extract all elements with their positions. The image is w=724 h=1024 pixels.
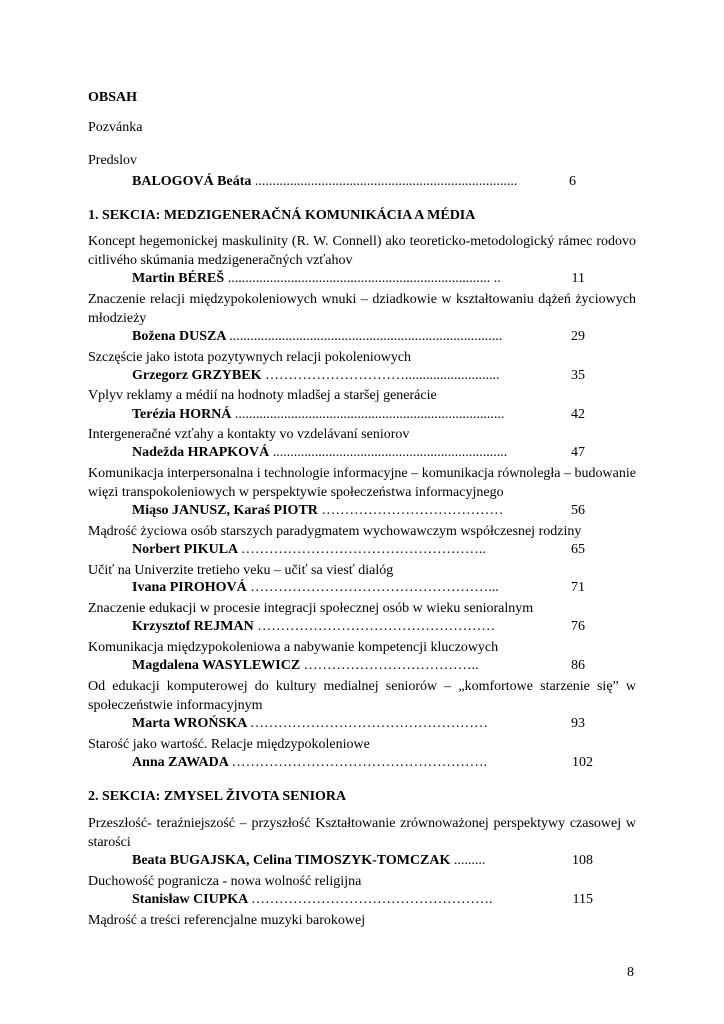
toc-page-number: 93	[571, 716, 585, 731]
toc-entry-title: Komunikacja międzypokoleniowa a nabywanie kompetencji kluczowych	[88, 640, 499, 655]
toc-author	[132, 716, 488, 732]
author-name: Miąso JANUSZ, Karaś PIOTR	[132, 503, 318, 518]
dot-leader: ………………………………..	[303, 658, 479, 673]
toc-page-number: 56	[571, 503, 585, 518]
toc-page-number: 102	[572, 755, 593, 770]
toc-entry-title: Znaczenie edukacji w procesie integracji społecznej osób w wieku senioralnym	[88, 601, 534, 616]
section-heading-2: 2. SEKCIA: ZMYSEL ŽIVOTA SENIORA	[88, 789, 347, 804]
toc-entry-title: Mądrość życiowa osób starszych paradygmatem wychowawczym współczesnej rodziny	[88, 524, 582, 539]
toc-entry-title: Mądrość a treści referencjalne muzyki barokowej	[88, 913, 366, 928]
author-name: Magdalena WASYLEWICZ	[132, 658, 301, 673]
dot-leader: .............................................................................	[234, 407, 505, 422]
author-name: Ivana PIROHOVÁ	[132, 580, 247, 595]
toc-author	[132, 853, 485, 869]
dot-leader: .........	[453, 853, 486, 868]
dot-leader: …………………………………	[321, 503, 504, 518]
dot-leader: ……………………………………………...	[250, 580, 499, 595]
dot-leader: ...................................................................	[272, 445, 508, 460]
author-name: Norbert PIKULA	[132, 542, 238, 557]
toc-page-number: 42	[571, 407, 585, 422]
toc-author	[132, 580, 499, 596]
author-name: Beata BUGAJSKA, Celina TIMOSZYK-TOMCZAK	[132, 853, 451, 868]
author-name: Nadežda HRAPKOVÁ	[132, 445, 270, 460]
dot-leader: ……………………………………………..	[240, 542, 486, 557]
toc-entry-title: Duchowość pogranicza - nowa wolność religijna	[88, 874, 362, 889]
author-name: Anna ZAWADA	[132, 755, 229, 770]
toc-entry-title: Intergeneračné vzťahy a kontakty vo vzdelávaní seniorov	[88, 427, 410, 442]
toc-author	[132, 755, 487, 771]
toc-page-number: 65	[571, 542, 585, 557]
toc-entry-title: Od edukacji komputerowej do kultury medialnej seniorów – „komfortowe starzenie się” w społeczeństwie informacyjnym	[88, 679, 636, 713]
toc-entry-title: Znaczenie relacji międzypokoleniowych wnuki – dziadkowie w kształtowaniu dążeń życiowych młodzieży	[88, 292, 636, 326]
toc-author	[132, 892, 493, 908]
toc-title: OBSAH	[88, 90, 138, 105]
toc-page-number: 29	[571, 329, 585, 344]
toc-entry-title: Vplyv reklamy a médií na hodnoty mladšej a staršej generácie	[88, 388, 437, 403]
toc-entry-title: Koncept hegemonickej maskulinity (R. W. Connell) ako teoreticko-metodologický rámec rodovo citlivého skúmania medzigeneračných vzťahov	[88, 234, 636, 268]
dot-leader: ……………………………………………	[249, 716, 488, 731]
toc-entry-title: Przeszłość- teraźniejszość – przyszłość Kształtowanie zrównoważonej perspektywy czasowej w starości	[88, 816, 636, 850]
toc-author	[132, 271, 501, 287]
toc-author	[132, 658, 479, 674]
section-heading-1: 1. SEKCIA: MEDZIGENERAČNÁ KOMUNIKÁCIA A MÉDIA	[88, 208, 476, 223]
toc-entry-title: Starość jako wartość. Relacje międzypokoleniowe	[88, 737, 370, 752]
toc-author	[132, 445, 507, 461]
toc-author	[132, 368, 499, 384]
author-name: Božena DUSZA	[132, 329, 226, 344]
toc-entry-title: Szczęście jako istota pozytywnych relacji pokoleniowych	[88, 350, 412, 365]
author-name: BALOGOVÁ Beáta	[132, 174, 252, 189]
author-name: Terézia HORNÁ	[132, 407, 232, 422]
toc-author	[132, 407, 504, 423]
author-name: Martin BÉREŠ	[132, 271, 225, 286]
toc-page-number: 76	[571, 619, 585, 634]
toc-entry-title: Učiť na Univerzite tretieho veku – učiť sa viesť dialóg	[88, 563, 394, 578]
toc-author	[132, 329, 502, 345]
dot-leader: ..............................................................................	[229, 329, 503, 344]
dot-leader: ……………………………………………….	[231, 755, 488, 770]
toc-page-number: 47	[571, 445, 585, 460]
toc-item-predslov: Predslov	[88, 153, 137, 168]
toc-page-number: 71	[571, 580, 585, 595]
dot-leader: ……………………………………………	[257, 619, 496, 634]
toc-author	[132, 503, 503, 519]
toc-item-pozvanka: Pozvánka	[88, 120, 143, 135]
dot-leader: ...........................................................................	[254, 174, 518, 189]
page-number: 8	[627, 965, 634, 980]
dot-leader: ........................................................................... ..	[227, 271, 501, 286]
toc-page-number: 35	[571, 368, 585, 383]
toc-page-number: 6	[569, 174, 576, 189]
toc-entry-title: Komunikacja interpersonalna i technologie informacyjne – komunikacja równoległa – budowanie więzi transpokoleniowych w perspektywie społeczeństwa informacyjnego	[88, 466, 636, 500]
toc-page-number: 108	[572, 853, 593, 868]
author-name: Marta WROŃSKA	[132, 716, 247, 731]
dot-leader: …………………………...........................	[264, 368, 500, 383]
toc-page-number: 115	[572, 892, 593, 907]
toc-page-number: 11	[571, 271, 585, 286]
author-name: Grzegorz GRZYBEK	[132, 368, 262, 383]
toc-author	[132, 174, 517, 190]
author-name: Stanisław CIUPKA	[132, 892, 248, 907]
dot-leader: …………………………………………….	[251, 892, 493, 907]
toc-author	[132, 619, 495, 635]
toc-page-number: 86	[571, 658, 585, 673]
toc-author	[132, 542, 486, 558]
author-name: Krzysztof REJMAN	[132, 619, 254, 634]
